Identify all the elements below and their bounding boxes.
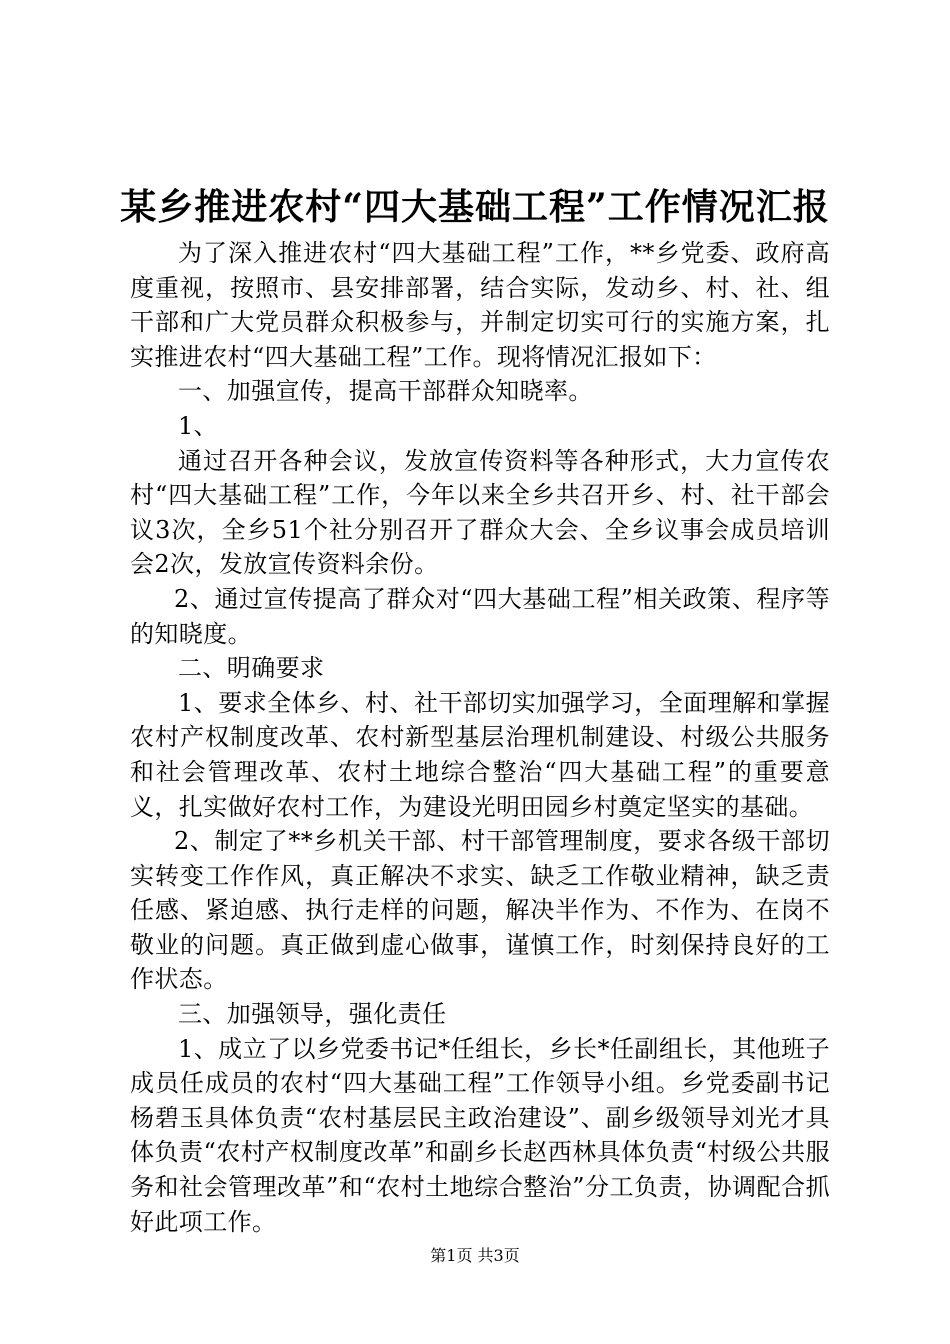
paragraph-section-1-item-1: 通过召开各种会议，发放宣传资料等各种形式，大力宣传农村“四大基础工程”工作，今年以来全乡共召开乡、村、社干部会议3次，全乡51个社分别召开了群众大会、全乡议事会成员培训会2次，发放宣传资料余份。	[130, 446, 830, 579]
paragraph-section-1-item-2: 2、通过宣传提高了群众对“四大基础工程”相关政策、程序等的知晓度。	[130, 584, 830, 648]
paragraph-intro: 为了深入推进农村“四大基础工程”工作，**乡党委、政府高度重视，按照市、县安排部署，结合实际，发动乡、村、社、组干部和广大党员群众积极参与，并制定切实可行的实施方案，扎实推进农村“四大基础工程”工作。现将情况汇报如下：	[130, 239, 830, 371]
document-title: 某乡推进农村“四大基础工程”工作情况汇报	[120, 186, 830, 228]
heading-section-2: 二、明确要求	[178, 654, 325, 683]
item-number-1: 1、	[178, 411, 219, 440]
paragraph-section-2-item-2: 2、制定了**乡机关干部、村干部管理制度，要求各级干部切实转变工作作风，真正解决不求实、缺乏工作敬业精神，缺乏责任感、紧迫感、执行走样的问题，解决半作为、不作为、在岗不敬业的问题。真正做到虚心做事，谨慎工作，时刻保持良好的工作状态。	[130, 827, 830, 994]
page-number-footer: 第1页 共3页	[430, 1246, 520, 1265]
paragraph-section-3-item-1: 1、成立了以乡党委书记*任组长，乡长*任副组长，其他班子成员任成员的农村“四大基础工程”工作领导小组。乡党委副书记杨碧玉具体负责“农村基层民主政治建设”、副乡级领导刘光才具体负责“农村产权制度改革”和副乡长赵西林具体负责“村级公共服务和社会管理改革”和“农村土地综合整治”分工负责，协调配合抓好此项工作。	[130, 1034, 830, 1236]
heading-section-1: 一、加强宣传，提高干部群众知晓率。	[178, 377, 593, 406]
paragraph-section-2-item-1: 1、要求全体乡、村、社干部切实加强学习，全面理解和掌握农村产权制度改革、农村新型基层治理机制建设、村级公共服务和社会管理改革、农村土地综合整治“四大基础工程”的重要意义，扎实做好农村工作，为建设光明田园乡村奠定坚实的基础。	[130, 688, 830, 821]
heading-section-3: 三、加强领导，强化责任	[178, 1000, 447, 1029]
document-body	[130, 236, 830, 1239]
